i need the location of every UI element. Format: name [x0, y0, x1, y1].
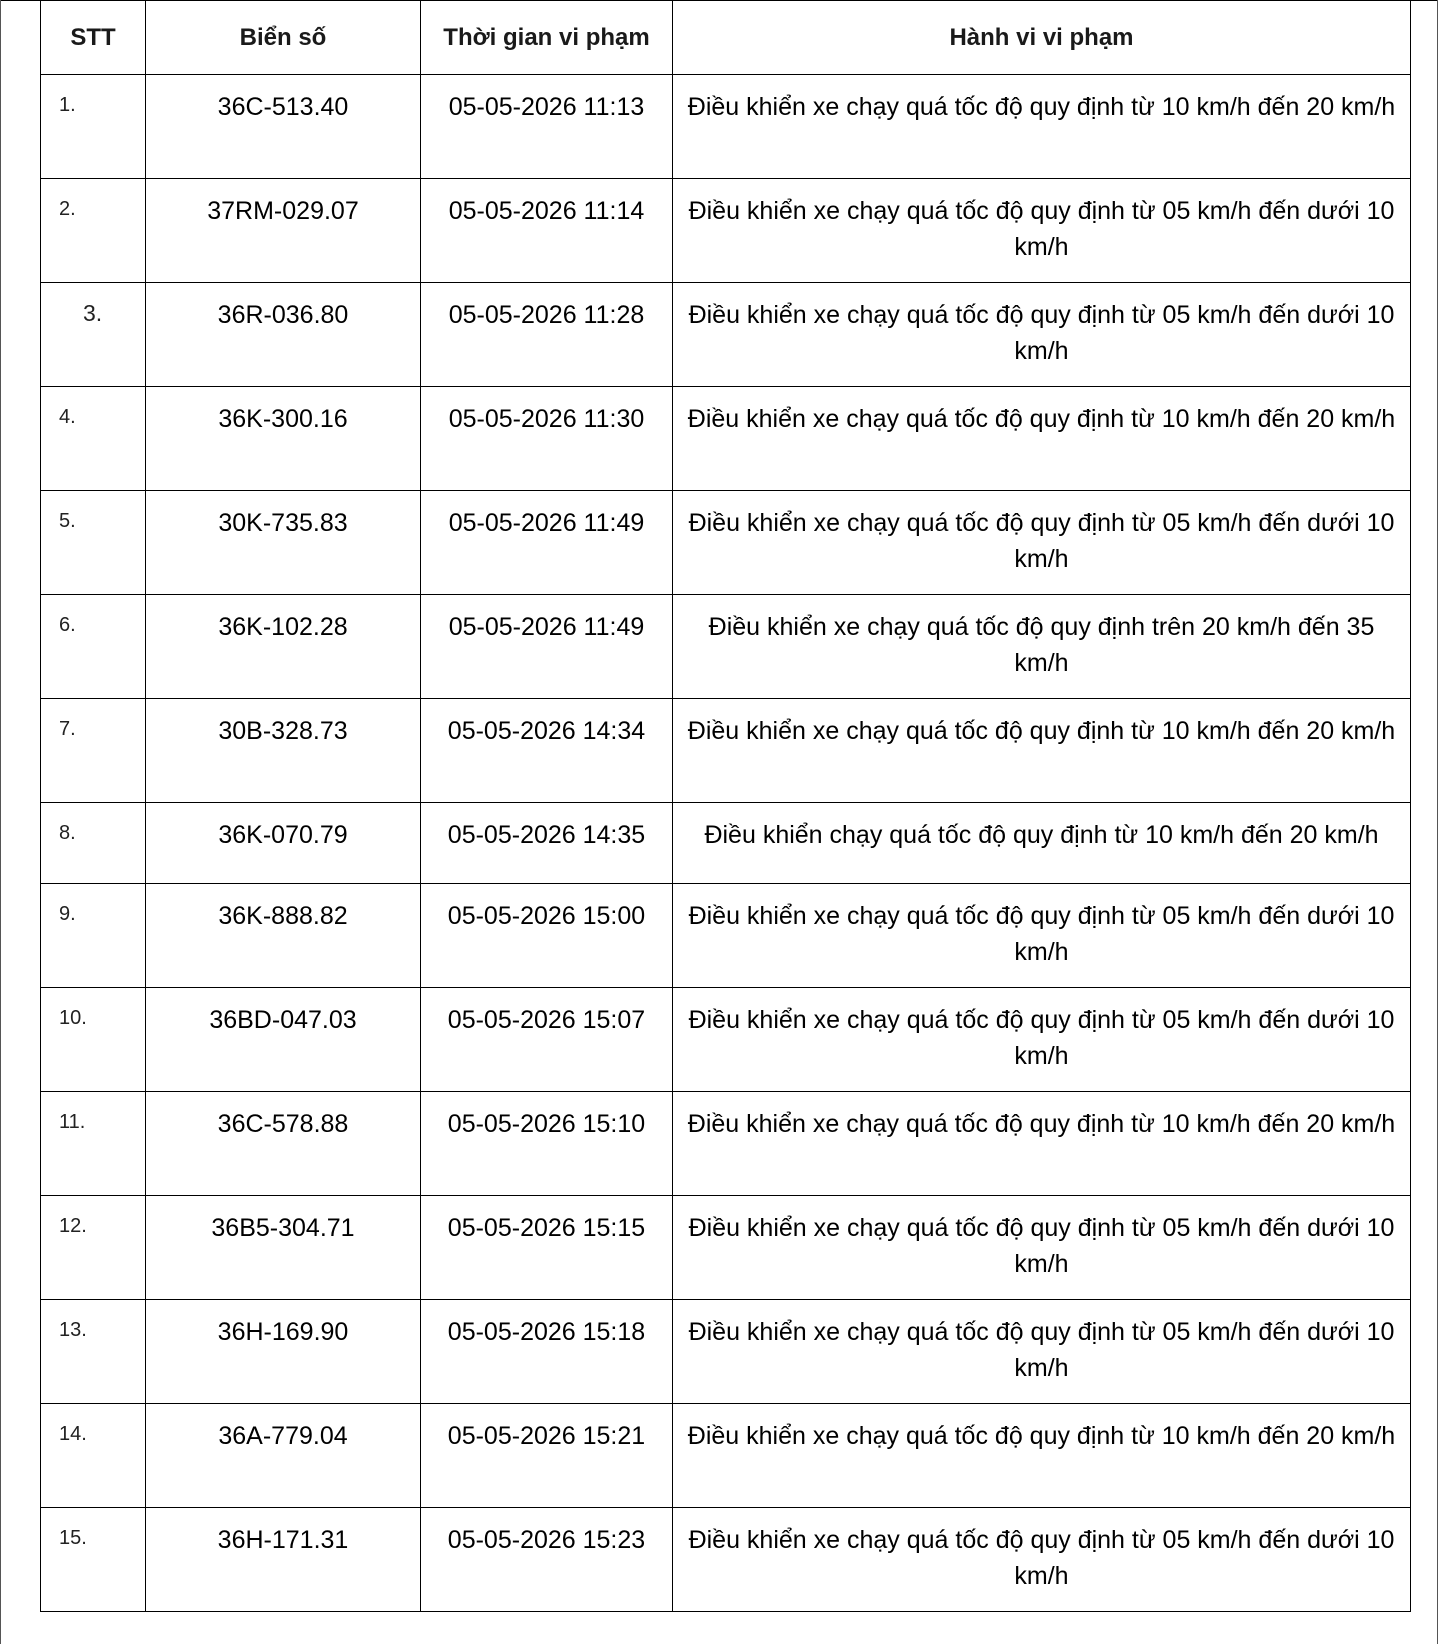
- table-row: [41, 884, 1411, 988]
- cell-behavior: Điều khiển xe chạy quá tốc độ quy định từ 05 km/h đến dưới 10 km/h: [673, 491, 1411, 595]
- cell-time: 05-05-2026 11:28: [421, 283, 673, 387]
- violations-table: [40, 0, 1411, 1612]
- cell-plate: 36C-578.88: [146, 1092, 421, 1196]
- cell-time: 05-05-2026 11:30: [421, 387, 673, 491]
- table-row: [41, 699, 1411, 803]
- cell-time: 05-05-2026 15:23: [421, 1508, 673, 1612]
- table-row: [41, 1196, 1411, 1300]
- cell-stt: 8.: [41, 803, 146, 884]
- table-row: [41, 595, 1411, 699]
- cell-plate: 30B-328.73: [146, 699, 421, 803]
- cell-stt: 15.: [41, 1508, 146, 1612]
- cell-time: 05-05-2026 15:15: [421, 1196, 673, 1300]
- cell-plate: 36R-036.80: [146, 283, 421, 387]
- cell-plate: 36K-070.79: [146, 803, 421, 884]
- cell-behavior: Điều khiển xe chạy quá tốc độ quy định từ 05 km/h đến dưới 10 km/h: [673, 1196, 1411, 1300]
- cell-stt: 10.: [41, 988, 146, 1092]
- cell-plate: 36K-888.82: [146, 884, 421, 988]
- cell-stt: 13.: [41, 1300, 146, 1404]
- cell-stt: 1.: [41, 75, 146, 179]
- cell-time: 05-05-2026 11:13: [421, 75, 673, 179]
- cell-stt: 5.: [41, 491, 146, 595]
- cell-behavior: Điều khiển xe chạy quá tốc độ quy định từ 10 km/h đến 20 km/h: [673, 75, 1411, 179]
- table-row: [41, 387, 1411, 491]
- table-row: [41, 1300, 1411, 1404]
- cell-plate: 36K-102.28: [146, 595, 421, 699]
- table-row: [41, 283, 1411, 387]
- cell-time: 05-05-2026 15:18: [421, 1300, 673, 1404]
- cell-behavior: Điều khiển chạy quá tốc độ quy định từ 10 km/h đến 20 km/h: [673, 803, 1411, 884]
- cell-behavior: Điều khiển xe chạy quá tốc độ quy định từ 10 km/h đến 20 km/h: [673, 1092, 1411, 1196]
- cell-time: 05-05-2026 15:00: [421, 884, 673, 988]
- cell-plate: 36H-171.31: [146, 1508, 421, 1612]
- header-stt: STT: [41, 1, 146, 75]
- table-row: [41, 1092, 1411, 1196]
- cell-stt: 4.: [41, 387, 146, 491]
- cell-time: 05-05-2026 15:21: [421, 1404, 673, 1508]
- cell-plate: 36C-513.40: [146, 75, 421, 179]
- cell-plate: 30K-735.83: [146, 491, 421, 595]
- table-row: [41, 988, 1411, 1092]
- cell-stt: 9.: [41, 884, 146, 988]
- cell-stt: 14.: [41, 1404, 146, 1508]
- cell-behavior: Điều khiển xe chạy quá tốc độ quy định từ 05 km/h đến dưới 10 km/h: [673, 1508, 1411, 1612]
- cell-behavior: Điều khiển xe chạy quá tốc độ quy định từ 10 km/h đến 20 km/h: [673, 699, 1411, 803]
- cell-behavior: Điều khiển xe chạy quá tốc độ quy định từ 10 km/h đến 20 km/h: [673, 387, 1411, 491]
- cell-stt: 2.: [41, 179, 146, 283]
- cell-time: 05-05-2026 14:35: [421, 803, 673, 884]
- table-header-row: [41, 1, 1411, 75]
- cell-stt: 3.: [41, 283, 146, 387]
- cell-stt: 11.: [41, 1092, 146, 1196]
- table-row: [41, 1508, 1411, 1612]
- cell-plate: 36H-169.90: [146, 1300, 421, 1404]
- table-row: [41, 75, 1411, 179]
- cell-behavior: Điều khiển xe chạy quá tốc độ quy định từ 05 km/h đến dưới 10 km/h: [673, 179, 1411, 283]
- cell-behavior: Điều khiển xe chạy quá tốc độ quy định từ 05 km/h đến dưới 10 km/h: [673, 884, 1411, 988]
- table-row: [41, 491, 1411, 595]
- cell-stt: 12.: [41, 1196, 146, 1300]
- cell-time: 05-05-2026 11:14: [421, 179, 673, 283]
- cell-time: 05-05-2026 14:34: [421, 699, 673, 803]
- cell-behavior: Điều khiển xe chạy quá tốc độ quy định từ 05 km/h đến dưới 10 km/h: [673, 1300, 1411, 1404]
- table-row: [41, 803, 1411, 884]
- cell-plate: 36K-300.16: [146, 387, 421, 491]
- cell-time: 05-05-2026 11:49: [421, 491, 673, 595]
- cell-time: 05-05-2026 15:10: [421, 1092, 673, 1196]
- cell-behavior: Điều khiển xe chạy quá tốc độ quy định từ 05 km/h đến dưới 10 km/h: [673, 283, 1411, 387]
- cell-stt: 7.: [41, 699, 146, 803]
- cell-plate: 36A-779.04: [146, 1404, 421, 1508]
- header-plate: Biển số: [146, 1, 421, 75]
- cell-plate: 36B5-304.71: [146, 1196, 421, 1300]
- cell-behavior: Điều khiển xe chạy quá tốc độ quy định từ 05 km/h đến dưới 10 km/h: [673, 988, 1411, 1092]
- header-behavior: Hành vi vi phạm: [673, 1, 1411, 75]
- cell-stt: 6.: [41, 595, 146, 699]
- cell-time: 05-05-2026 11:49: [421, 595, 673, 699]
- table-row: [41, 179, 1411, 283]
- table-row: [41, 1404, 1411, 1508]
- cell-plate: 37RM-029.07: [146, 179, 421, 283]
- cell-plate: 36BD-047.03: [146, 988, 421, 1092]
- cell-time: 05-05-2026 15:07: [421, 988, 673, 1092]
- cell-behavior: Điều khiển xe chạy quá tốc độ quy định trên 20 km/h đến 35 km/h: [673, 595, 1411, 699]
- page-left-edge: [0, 0, 1, 1644]
- cell-behavior: Điều khiển xe chạy quá tốc độ quy định từ 10 km/h đến 20 km/h: [673, 1404, 1411, 1508]
- header-time: Thời gian vi phạm: [421, 1, 673, 75]
